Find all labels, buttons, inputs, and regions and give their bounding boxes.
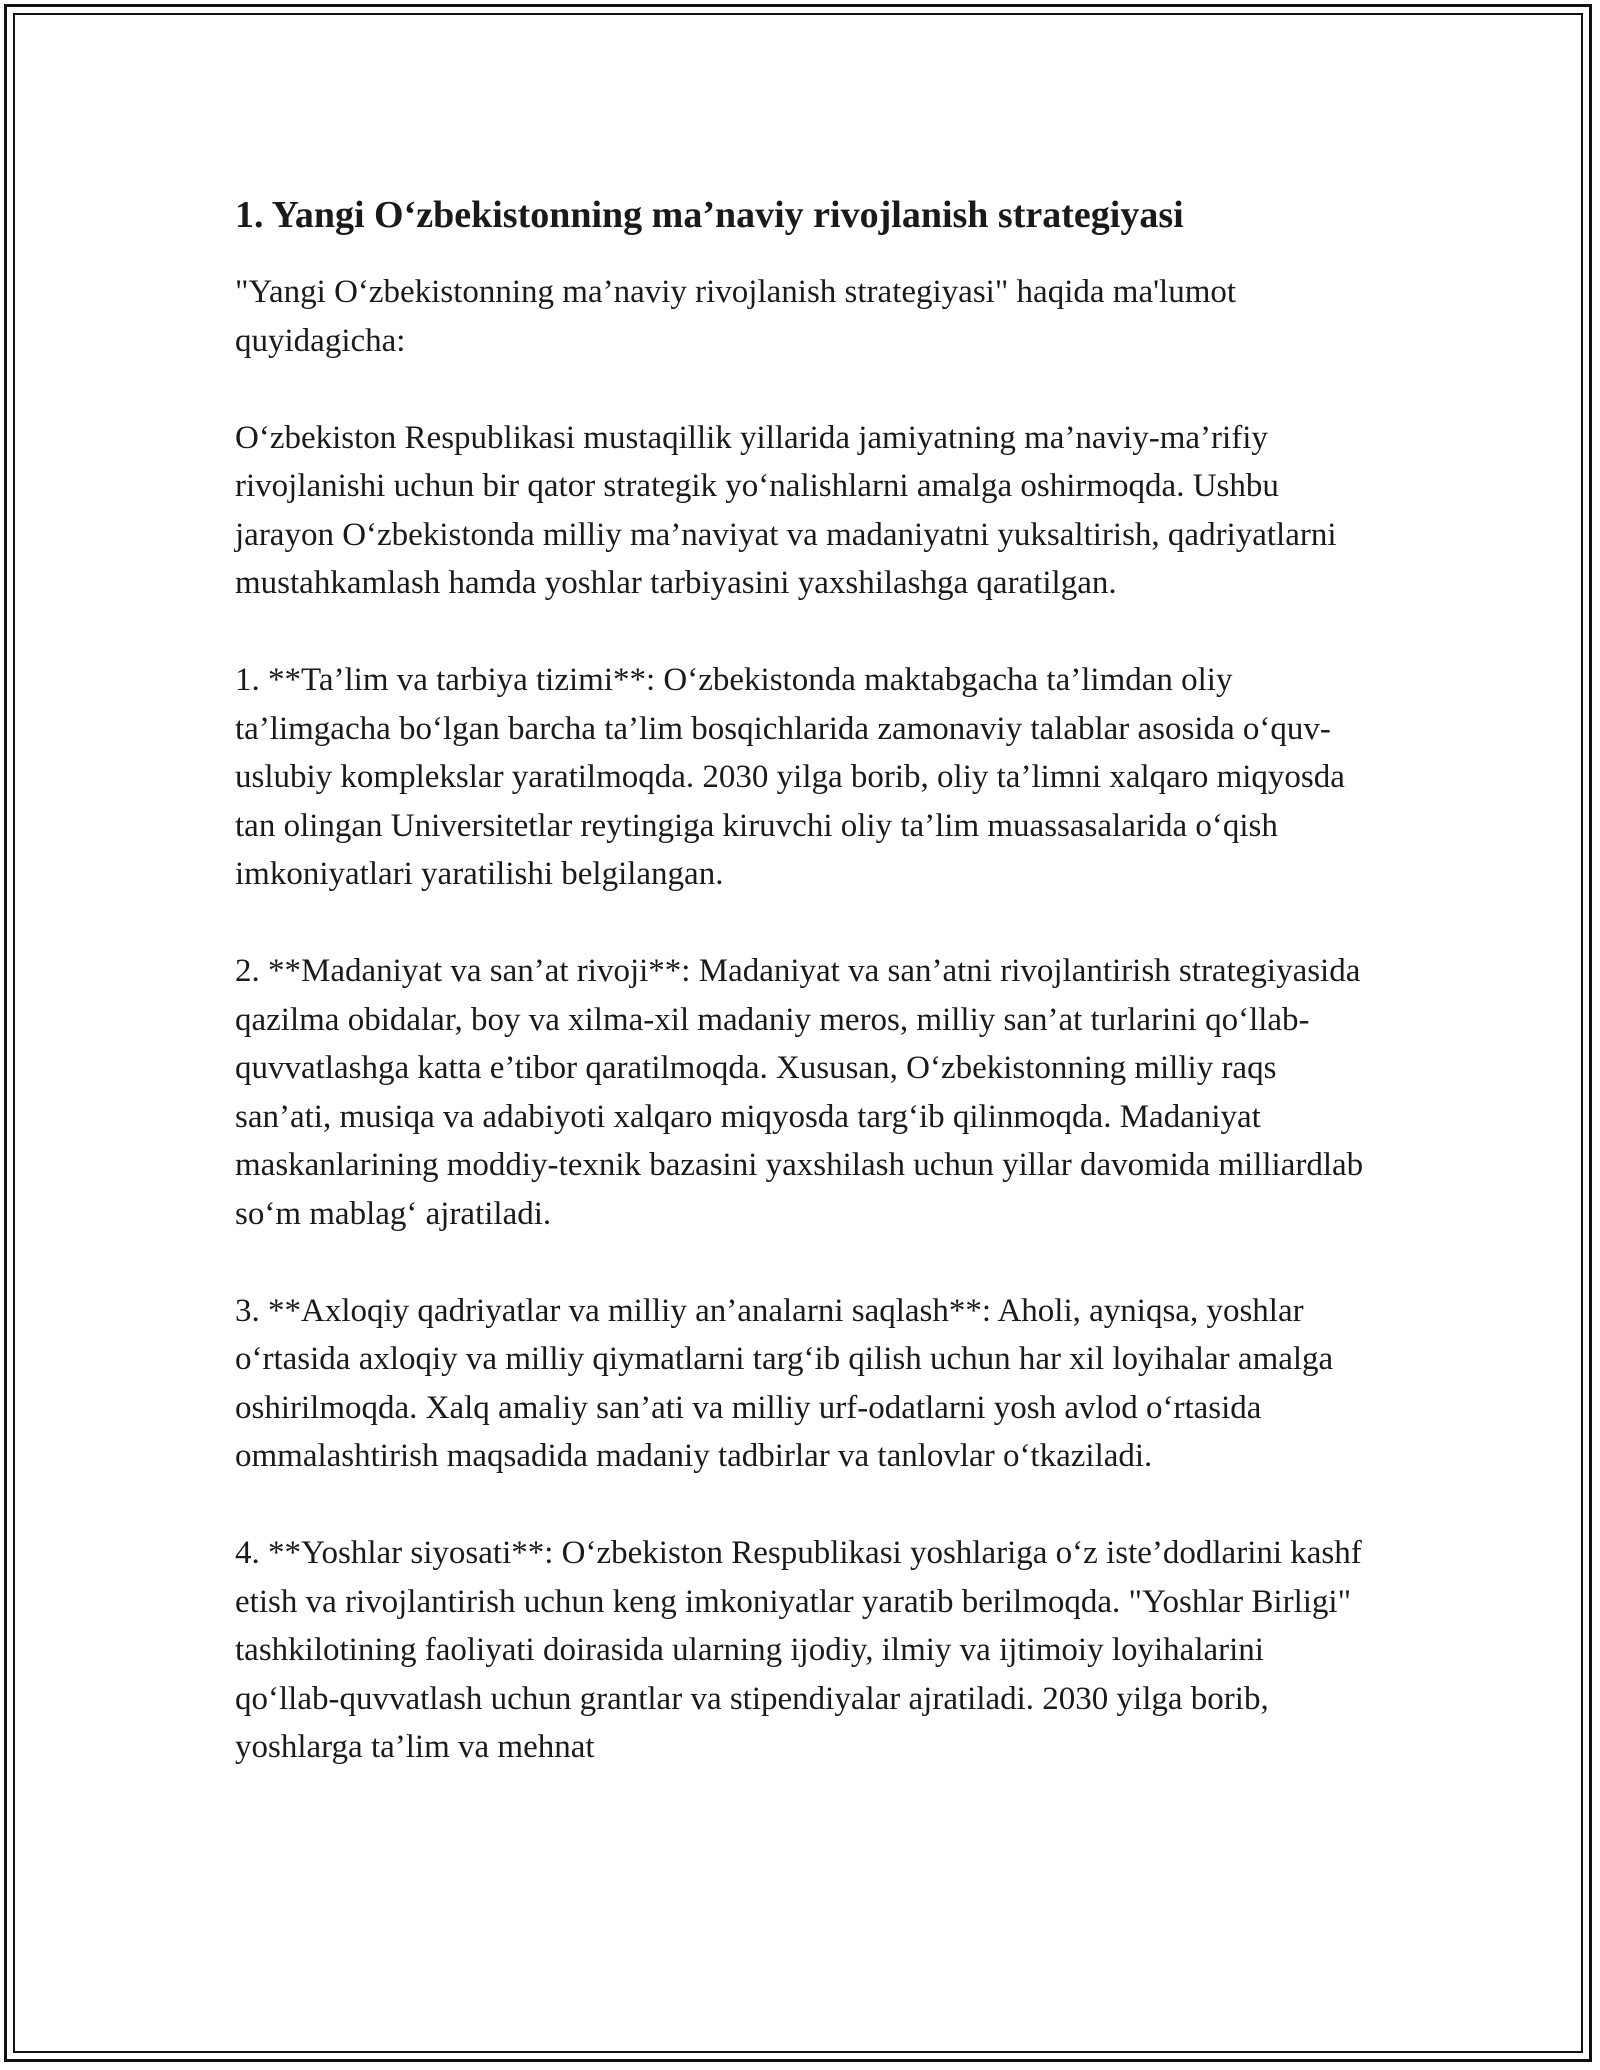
section-culture-paragraph: 2. **Madaniyat va san’at rivoji**: Madaniyat va san’atni rivojlantirish strategiyasida qazilma obidalar, boy va xilma-xil madaniy meros, milliy san’at turlarini qo‘llab-quvvatlashga katta e’tibor qaratilmoqda. Xususan, O‘zbekistonning milliy raqs san’ati, musiqa va adabiyoti xalqaro miqyosda targ‘ib qilinmoqda. Madaniyat maskanlarining moddiy-texnik bazasini yaxshilash uchun yillar davomida milliardlab so‘m mablag‘ ajratiladi. xyxy=(235,953,1364,1232)
document-body xyxy=(235,186,1365,1772)
section-youth-paragraph: 4. **Yoshlar siyosati**: O‘zbekiston Respublikasi yoshlariga o‘z iste’dodlarini kashf etish va rivojlantirish uchun keng imkoniyatlar yaratib berilmoqda. "Yoshlar Birligi" tashkilotining faoliyati doirasida ularning ijodiy, ilmiy va ijtimoiy loyihalarini qo‘llab-quvvatlash uchun grantlar va stipendiyalar ajratiladi. 2030 yilga borib, yoshlarga ta’lim va mehnat xyxy=(235,1535,1362,1765)
overview-paragraph: O‘zbekiston Respublikasi mustaqillik yillarida jamiyatning ma’naviy-ma’rifiy rivojlanishi uchun bir qator strategik yo‘nalishlarni amalga oshirmoqda. Ushbu jarayon O‘zbekistonda milliy ma’naviyat va madaniyatni yuksaltirish, qadriyatlarni mustahkamlash hamda yoshlar tarbiyasini yaxshilashga qaratilgan. xyxy=(235,419,1337,601)
section-values-paragraph: 3. **Axloqiy qadriyatlar va milliy an’analarni saqlash**: Aholi, ayniqsa, yoshlar o‘rtasida axloqiy va milliy qiymatlarni targ‘ib qilish uchun har xil loyihalar amalga oshirilmoqda. Xalq amaliy san’ati va milliy urf-odatlarni yosh avlod o‘rtasida ommalashtirish maqsadida madaniy tadbirlar va tanlovlar o‘tkaziladi. xyxy=(235,1292,1334,1474)
section-education-paragraph: 1. **Ta’lim va tarbiya tizimi**: O‘zbekistonda maktabgacha ta’limdan oliy ta’limgacha bo‘lgan barcha ta’lim bosqichlarida zamonaviy talablar asosida o‘quv-uslubiy komplekslar yaratilmoqda. 2030 yilga borib, oliy ta’limni xalqaro miqyosda tan olingan Universitetlar reytingiga kiruvchi oliy ta’lim muassasalarida o‘qish imkoniyatlari yaratilishi belgilangan. xyxy=(235,662,1345,892)
document-title: 1. Yangi O‘zbekistonning ma’naviy rivojlanish strategiyasi xyxy=(235,194,1184,236)
intro-paragraph: "Yangi O‘zbekistonning ma’naviy rivojlanish strategiyasi" haqida ma'lumot quyidagicha: xyxy=(235,274,1237,359)
